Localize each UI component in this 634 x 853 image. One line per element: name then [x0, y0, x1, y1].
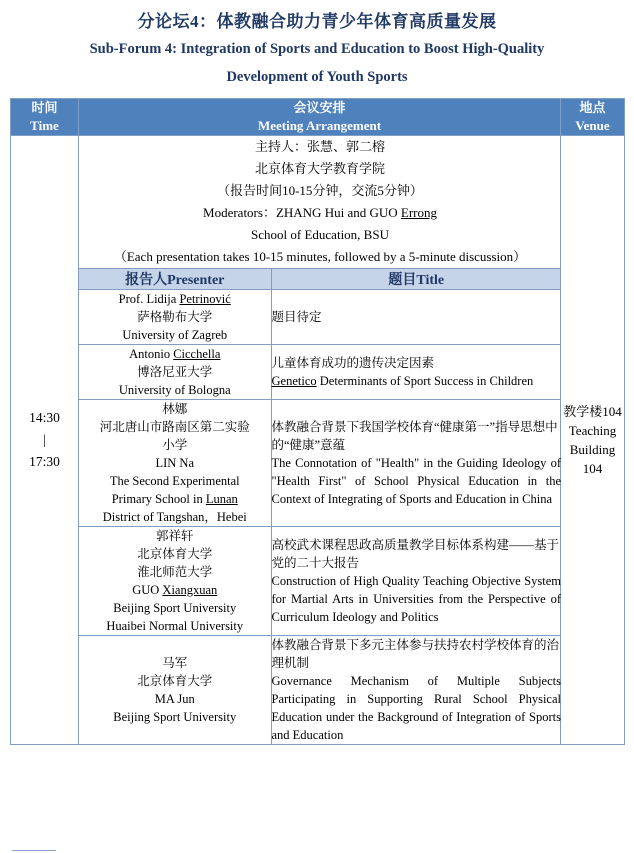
header-venue: [561, 99, 625, 136]
moderator-row: [79, 136, 561, 269]
presenter-name-prefix-2: Antonio: [129, 347, 174, 361]
presenter-affiliation-cn-3a: 河北唐山市路南区第二实验: [99, 420, 250, 434]
topic-cn-3: 体教融合背景下我国学校体育“健康第一”指导思想中的“健康”意蕴: [271, 420, 558, 452]
presenter-cell-4: [79, 527, 271, 636]
table-row: [79, 527, 561, 636]
moderator-line-6: （Each presentation takes 10-15 minutes, followed by a 5-minute discussion）: [113, 249, 527, 264]
header-arrangement: [79, 99, 561, 136]
moderator-line-4: [79, 202, 561, 224]
header-arrangement-en: Meeting Arrangement: [257, 118, 382, 133]
topic-cn-4: 高校武术课程思政高质量教学目标体系构建——基于党的二十大报告: [271, 538, 560, 570]
presenter-affiliation-cn-5a: 北京体育大学: [137, 674, 213, 688]
time-cell: [11, 136, 79, 745]
table-row: [79, 345, 561, 400]
presenter-name-en-2: [79, 345, 271, 363]
subheader-topic: 题目Title: [271, 269, 561, 290]
table-row: [79, 400, 561, 527]
header-arrangement-cn: 会议安排: [293, 100, 346, 115]
presenter-name-underlined-4: Xiangxuan: [162, 583, 218, 597]
title-english-line-2: Development of Youth Sports: [226, 69, 408, 85]
title-english-line-1: Sub-Forum 4: Integration of Sports and Education to Boost High-Quality: [89, 41, 545, 57]
topic-cell-4: [271, 527, 561, 636]
presenter-name-prefix-1: Prof. Lidija: [118, 292, 180, 306]
presenter-name-cn-5: 马军: [162, 656, 188, 670]
moderator-line-2: 北京体育大学教育学院: [254, 161, 385, 176]
presenter-affiliation-cn-2: 博洛尼亚大学: [137, 365, 213, 379]
presenter-cell-5: [79, 636, 271, 745]
time-end: 17:30: [29, 454, 60, 469]
topic-cell-2: [271, 345, 561, 400]
venue-en-1: Teaching: [568, 423, 617, 438]
topic-cell-1: [271, 290, 561, 345]
topic-en-underlined-2: Genetico: [271, 374, 317, 388]
header-time: [11, 99, 79, 136]
presenter-affiliation-cn-1: 萨格勒布大学: [137, 310, 213, 324]
arrangement-inner-table: [79, 136, 561, 744]
topic-en-rest-2: Determinants of Sport Success in Children: [316, 374, 534, 388]
header-time-en: Time: [30, 118, 59, 133]
presenter-affiliation-en-5a: Beijing Sport University: [113, 710, 237, 724]
page-title: [10, 6, 624, 96]
venue-en-2: Building: [569, 442, 616, 457]
topic-cn-2: 儿童体育成功的遗传决定因素: [271, 356, 435, 370]
presenter-name-en-4: [79, 581, 271, 599]
presenter-name-en-1: [79, 290, 271, 308]
presenter-affiliation-cn-4b: 淮北师范大学: [137, 565, 213, 579]
footer-rule: [12, 850, 56, 851]
topic-en-5: Governance Mechanism of Multiple Subjects Participating in Supporting Rural School Physical Education under the Background of Integration of Sports and Education: [271, 674, 561, 742]
presenter-affiliation-en-4a: Beijing Sport University: [113, 601, 237, 615]
topic-cell-5: [271, 636, 561, 745]
header-venue-en: Venue: [575, 118, 610, 133]
time-separator: |: [43, 432, 46, 447]
title-chinese: 分论坛4：体教融合助力青少年体育高质量发展: [137, 12, 497, 31]
presenter-affiliation-cn-4a: 北京体育大学: [137, 547, 213, 561]
moderator-info: [79, 136, 561, 269]
presenter-affiliation-en-3b-prefix: Primary School in: [111, 492, 206, 506]
moderator-line-3: （报告时间10-15分钟，交流5分钟）: [217, 183, 423, 198]
topic-en-4: Construction of High Quality Teaching Objective System for Martial Arts in Universities from the Perspective of Curriculum Ideology and Politics: [271, 574, 561, 624]
presenter-affiliation-en-4b: Huaibei Normal University: [106, 619, 244, 633]
presenter-name-underlined-1: Petrinović: [179, 292, 231, 306]
presenter-cell-2: [79, 345, 271, 400]
presenter-name-cn-3: 林娜: [162, 402, 188, 416]
table-body-row: [11, 136, 625, 745]
presenter-name-prefix-4: GUO: [132, 583, 163, 597]
moderator-line-5: School of Education, BSU: [251, 227, 389, 242]
topic-cn-5: 体教融合背景下多元主体参与扶持农村学校体育的治理机制: [271, 638, 560, 670]
presenter-affiliation-en-1: University of Zagreb: [122, 328, 228, 342]
subheader-presenter: 报告人Presenter: [79, 269, 271, 290]
topic-cn-1: 题目待定: [271, 310, 322, 324]
table-header-row: [11, 99, 625, 136]
presenter-affiliation-en-3b-underlined: Lunan: [205, 492, 238, 506]
presenter-affiliation-en-3b: [79, 490, 271, 508]
moderator-line-4-underlined: Errong: [400, 205, 437, 220]
presenter-name-en-5: MA Jun: [154, 692, 195, 706]
presenter-name-en-3: LIN Na: [155, 456, 195, 470]
header-venue-cn: 地点: [579, 100, 606, 115]
sub-header-row: [79, 269, 561, 290]
venue-cn: 教学楼104: [563, 404, 622, 419]
schedule-table: [10, 98, 625, 745]
table-row: [79, 290, 561, 345]
presenter-cell-3: [79, 400, 271, 527]
moderator-line-4-prefix: Moderators：ZHANG Hui and GUO: [203, 205, 401, 220]
presenter-affiliation-cn-3b: 小学: [162, 438, 188, 452]
arrangement-cell: [79, 136, 561, 745]
topic-cell-3: [271, 400, 561, 527]
header-time-cn: 时间: [31, 100, 58, 115]
presenter-cell-1: [79, 290, 271, 345]
venue-cell: [561, 136, 625, 745]
presenter-name-underlined-2: Cicchella: [173, 347, 221, 361]
topic-en-2: [272, 372, 562, 390]
table-row: [79, 636, 561, 745]
topic-en-3: The Connotation of "Health" in the Guiding Ideology of "Health First" of School Physical Education in the Context of Integrating of Sports and Education in China: [271, 456, 561, 506]
presenter-name-cn-4: 郭祥轩: [155, 529, 194, 543]
presenter-affiliation-en-3a: The Second Experimental: [109, 474, 240, 488]
presenter-affiliation-en-2: University of Bologna: [118, 383, 231, 397]
venue-en-3: 104: [582, 461, 603, 476]
presenter-affiliation-en-3c: District of Tangshan，Hebei: [102, 510, 247, 524]
moderator-line-1: 主持人：张慧、郭二榕: [254, 139, 385, 154]
time-start: 14:30: [29, 410, 60, 425]
